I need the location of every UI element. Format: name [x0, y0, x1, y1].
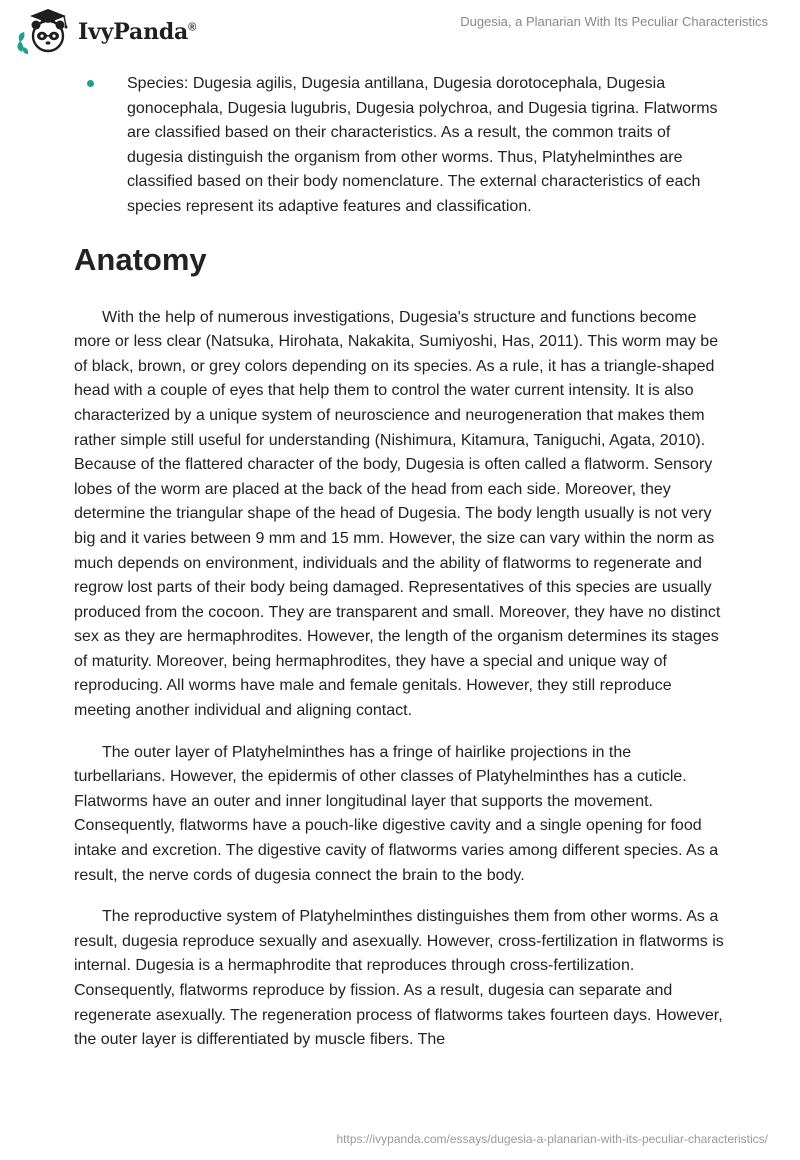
- essay-content: [74, 72, 726, 1070]
- document-title: Dugesia, a Planarian With Its Peculiar Characteristics: [460, 14, 768, 29]
- page-header: [0, 0, 800, 64]
- list-item: [74, 72, 726, 220]
- panda-graduate-icon: [14, 6, 74, 58]
- bullet-icon: [87, 80, 94, 87]
- bullet-text: Species: Dugesia agilis, Dugesia antillana, Dugesia dorotocephala, Dugesia gonocephala, Dugesia lugubris, Dugesia polychroa, and Dugesia tigrina. Flatworms are classified based on their characteristics. As a result, the common traits of dugesia distinguish the organism from other worms. Thus, Platyhelminthes are classified based on their body nomenclature. The external characteristics of each species represent its adaptive features and classification.: [127, 75, 718, 215]
- paragraph: With the help of numerous investigations, Dugesia's structure and functions become more or less clear (Natsuka, Hirohata, Nakakita, Sumiyoshi, Has, 2011). This worm may be of black, brown, or grey colors depending on its species. As a rule, it has a triangle-shaped head with a couple of eyes that help them to control the water current intensity. It is also characterized by a unique system of neuroscience and neurogeneration that makes them rather simple still useful for understanding (Nishimura, Kitamura, Taniguchi, Agata, 2010). Because of the flattered character of the body, Dugesia is often called a flatworm. Sensory lobes of the worm are placed at the back of the head from each side. Moreover, they determine the triangular shape of the head of Dugesia. The body length usually is not very big and it varies between 9 mm and 15 mm. However, the size can vary within the norm as much depends on environment, individuals and the ability of flatworms to regenerate and regrow lost parts of their body being damaged. Representatives of this species are usually produced from the cocoon. They are transparent and small. Moreover, they have no distinct sex as they are hermaphrodites. However, the length of the organism determines its stages of maturity. Moreover, being hermaphrodites, they have a special and unique way of reproducing. All worms have male and female genitals. However, they still reproduce meeting another individual and aligning contact.: [74, 308, 721, 720]
- source-url[interactable]: https://ivypanda.com/essays/dugesia-a-planarian-with-its-peculiar-characteristics/: [336, 1132, 768, 1146]
- paragraph: The reproductive system of Platyhelminthes distinguishes them from other worms. As a result, dugesia reproduce sexually and asexually. However, cross-fertilization in flatworms is internal. Dugesia is a hermaphrodite that reproduces through cross-fertilization. Consequently, flatworms reproduce by fission. As a result, dugesia can separate and regenerate asexually. The regeneration process of flatworms takes fourteen days. However, the outer layer is differentiated by muscle fibers. The: [74, 908, 724, 1049]
- paragraph: The outer layer of Platyhelminthes has a fringe of hairlike projections in the turbellarians. However, the epidermis of other classes of Platyhelminthes has a cuticle. Flatworms have an outer and inner longitudinal layer that supports the movement. Consequently, flatworms have a pouch-like digestive cavity and a single opening for food intake and excretion. The digestive cavity of flatworms varies among different species. As a result, the nerve cords of dugesia connect the brain to the body.: [74, 743, 719, 884]
- ivypanda-logo[interactable]: [14, 6, 196, 58]
- section-heading: Anatomy: [74, 241, 207, 277]
- brand-name: IvyPanda®: [78, 19, 197, 45]
